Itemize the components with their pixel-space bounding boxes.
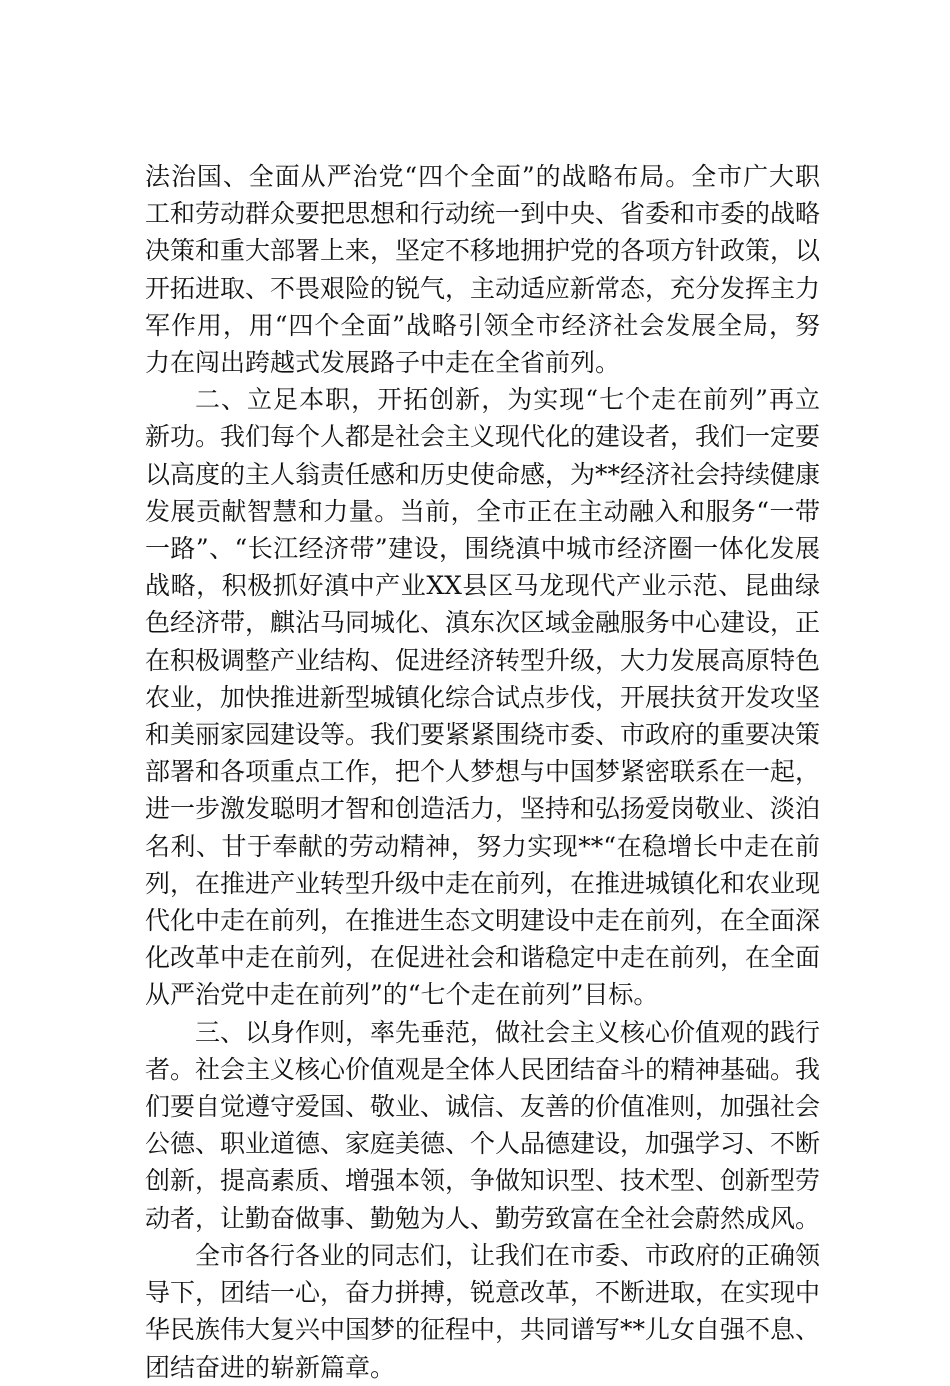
document-body (145, 158, 820, 1386)
paragraph-continued: 法治国、全面从严治党“四个全面”的战略布局。全市广大职工和劳动群众要把思想和行动统一到中央、省委和市委的战略决策和重大部署上来，坚定不移地拥护党的各项方针政策，以开拓进取、不畏艰险的锐气，主动适应新常态，充分发挥主力军作用，用“四个全面”战略引领全市经济社会发展全局，努力在闯出跨越式发展路子中走在全省前列。 (145, 162, 821, 378)
paragraph-section-two: 二、立足本职，开拓创新，为实现“七个走在前列”再立新功。我们每个人都是社会主义现代化的建设者，我们一定要以高度的主人翁责任感和历史使命感，为**经济社会持续健康发展贡献智慧和力量。当前，全市正在主动融入和服务“一带一路”、“长江经济带”建设，围绕滇中城市经济圈一体化发展战略，积极抓好滇中产业XX县区马龙现代产业示范、昆曲绿色经济带，麒沾马同城化、滇东次区域金融服务中心建设，正在积极调整产业结构、促进经济转型升级，大力发展高原特色农业，加快推进新型城镇化综合试点步伐，开展扶贫开发攻坚和美丽家园建设等。我们要紧紧围绕市委、市政府的重要决策部署和各项重点工作，把个人梦想与中国梦紧密联系在一起，进一步激发聪明才智和创造活力，坚持和弘扬爱岗敬业、淡泊名利、甘于奉献的劳动精神，努力实现**“在稳增长中走在前列，在推进产业转型升级中走在前列，在推进城镇化和农业现代化中走在前列，在推进生态文明建设中走在前列，在全面深化改革中走在前列，在促进社会和谐稳定中走在前列，在全面从严治党中走在前列”的“七个走在前列”目标。 (145, 385, 821, 1010)
paragraph-closing: 全市各行各业的同志们，让我们在市委、市政府的正确领导下，团结一心，奋力拼搏，锐意改革，不断进取，在实现中华民族伟大复兴中国梦的征程中，共同谱写**儿女自强不息、团结奋进的崭新篇章。 (145, 1240, 821, 1382)
paragraph-section-three: 三、以身作则，率先垂范，做社会主义核心价值观的践行者。社会主义核心价值观是全体人民团结奋斗的精神基础。我们要自觉遵守爱国、敬业、诚信、友善的价值准则，加强社会公德、职业道德、家庭美德、个人品德建设，加强学习、不断创新，提高素质、增强本领，争做知识型、技术型、创新型劳动者，让勤奋做事、勤勉为人、勤劳致富在全社会蔚然成风。 (145, 1017, 821, 1233)
